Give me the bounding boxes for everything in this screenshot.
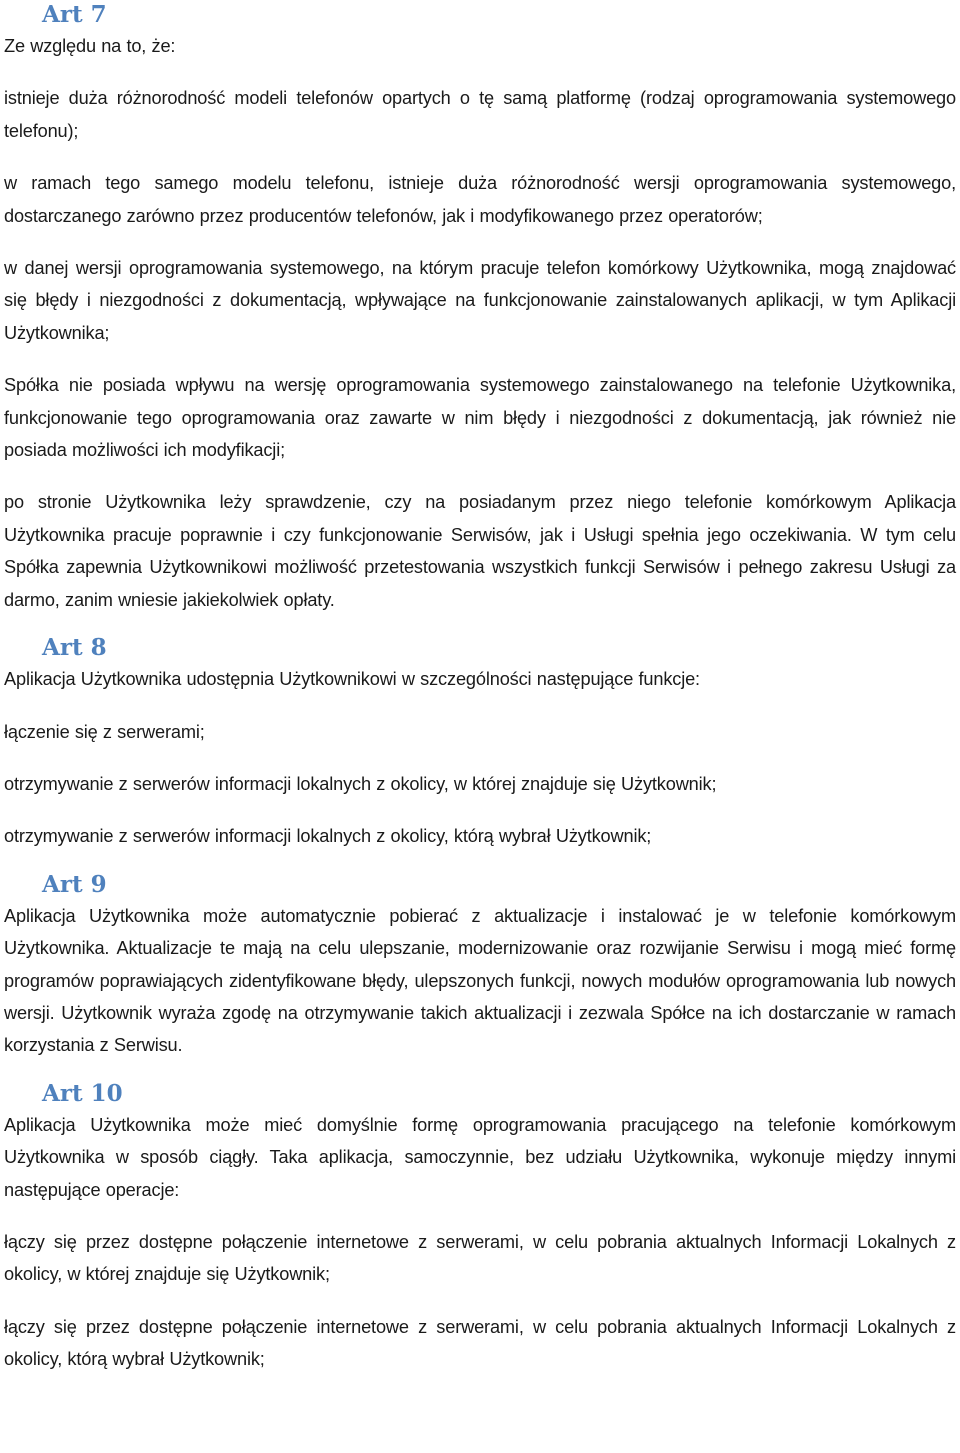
article-9-heading: Art 9 [42,870,107,898]
article-7-paragraph-2: w ramach tego samego modelu telefonu, istnieje duża różnorodność wersji oprogramowania systemowego, dostarczanego zarówno przez producentów telefonów, jak i modyfikowanego przez operatorów; [4,173,956,226]
article-10-item-1: łączy się przez dostępne połączenie internetowe z serwerami, w celu pobrania aktualnych Informacji Lokalnych z okolicy, w której znajduje się Użytkownik; [4,1231,956,1285]
article-8-item-1: łączenie się z serwerami; [4,721,205,742]
article-7-heading: Art 7 [42,1,107,28]
article-7-paragraph-4: Spółka nie posiada wpływu na wersję oprogramowania systemowego zainstalowanego na telefonie Użytkownika, funkcjonowanie tego oprogramowania oraz zawarte w nim błędy i niezgodności z dokumentacją, jak również nie posiada możliwości ich modyfikacji; [4,375,956,461]
article-8-item-3: otrzymywanie z serwerów informacji lokalnych z okolicy, którą wybrał Użytkownik; [4,826,652,847]
article-10-paragraph-1: Aplikacja Użytkownika może mieć domyślnie formę oprogramowania pracującego na telefonie komórkowym Użytkownika w sposób ciągły. Taka aplikacja, samoczynnie, bez udziału Użytkownika, wykonuje między innymi następujące operacje: [4,1114,956,1200]
article-7-paragraph-3: w danej wersji oprogramowania systemowego, na którym pracuje telefon komórkowy Użytkownika, mogą znajdować się błędy i niezgodności z dokumentacją, wpływające na funkcjonowanie zainstalowanych aplikacji, w tym Aplikacji Użytkownika; [4,258,956,343]
article-10-item-2: łączy się przez dostępne połączenie internetowe z serwerami, w celu pobrania aktualnych Informacji Lokalnych z okolicy, którą wybrał Użytkownik; [4,1316,956,1370]
article-8-heading: Art 8 [42,634,107,662]
article-8-intro: Aplikacja Użytkownika udostępnia Użytkownikowi w szczególności następujące funkcje: [4,669,700,690]
article-10-heading: Art 10 [42,1079,123,1107]
article-7-paragraph-1: istnieje duża różnorodność modeli telefonów opartych o tę samą platformę (rodzaj oprogramowania systemowego telefonu); [4,88,956,141]
article-8-item-2: otrzymywanie z serwerów informacji lokalnych z okolicy, w której znajduje się Użytkownik; [4,773,717,794]
article-7-paragraph-5: po stronie Użytkownika leży sprawdzenie, czy na posiadanym przez niego telefonie komórkowym Aplikacja Użytkownika pracuje poprawnie i czy funkcjonowanie Serwisów, jak i Usługi spełnia jego oczekiwania. W tym celu Spółka zapewnia Użytkownikowi możliwość przetestowania wszystkich funkcji Serwisów i pełnego zakresu Usługi za darmo, zanim wniesie jakiekolwiek opłaty. [4,492,956,610]
article-9-paragraph-1: Aplikacja Użytkownika może automatycznie pobierać z aktualizacje i instalować je w telefonie komórkowym Użytkownika. Aktualizacje te mają na celu ulepszanie, modernizowanie oraz rozwijanie Serwisu i mogą mieć formę programów poprawiających zidentyfikowane błędy, ulepszonych funkcji, nowych modułów oprogramowania lub nowych wersji. Użytkownik wyraża zgodę na otrzymywanie takich aktualizacji i zezwala Spółce na ich dostarczanie w ramach korzystania z Serwisu. [4,905,956,1056]
article-7-intro: Ze względu na to, że: [4,36,176,56]
